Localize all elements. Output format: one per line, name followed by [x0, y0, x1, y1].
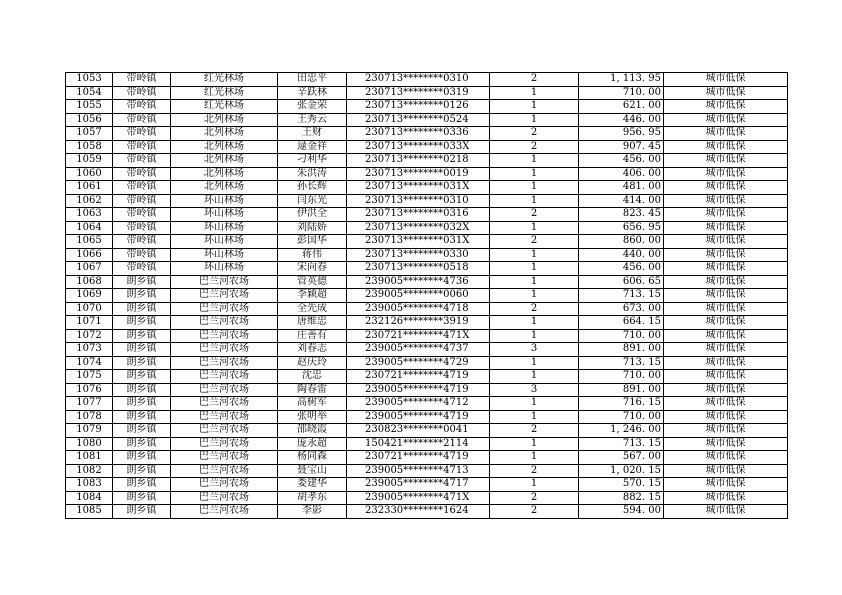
unit-cell: 环山林场 — [171, 262, 278, 276]
row-number-cell: 1081 — [66, 451, 113, 465]
name-cell: 娄建华 — [278, 478, 347, 492]
row-number-cell: 1078 — [66, 410, 113, 424]
table-row — [66, 181, 788, 195]
amount-cell: 673. 00 — [579, 302, 664, 316]
table-row — [66, 424, 788, 438]
town-cell: 朗乡镇 — [113, 437, 171, 451]
aid-type-cell: 城市低保 — [664, 410, 788, 424]
row-number-cell: 1077 — [66, 397, 113, 411]
unit-cell: 北列林场 — [171, 113, 278, 127]
town-cell: 带岭镇 — [113, 140, 171, 154]
household-count-cell: 1 — [490, 329, 579, 343]
name-cell: 张金荣 — [278, 100, 347, 114]
household-count-cell: 2 — [490, 491, 579, 505]
id-number-cell: 230713********0336 — [347, 127, 490, 141]
id-number-cell: 239005********471X — [347, 491, 490, 505]
unit-cell: 北列林场 — [171, 140, 278, 154]
town-cell: 朗乡镇 — [113, 451, 171, 465]
aid-type-cell: 城市低保 — [664, 208, 788, 222]
row-number-cell: 1075 — [66, 370, 113, 384]
household-count-cell: 1 — [490, 275, 579, 289]
household-count-cell: 1 — [490, 167, 579, 181]
unit-cell: 巴兰河农场 — [171, 437, 278, 451]
aid-type-cell: 城市低保 — [664, 113, 788, 127]
town-cell: 带岭镇 — [113, 208, 171, 222]
name-cell: 庞永超 — [278, 437, 347, 451]
amount-cell: 570. 15 — [579, 478, 664, 492]
row-number-cell: 1065 — [66, 235, 113, 249]
amount-cell: 716. 15 — [579, 397, 664, 411]
name-cell: 李影 — [278, 505, 347, 519]
name-cell: 庄善有 — [278, 329, 347, 343]
amount-cell: 860. 00 — [579, 235, 664, 249]
amount-cell: 907. 45 — [579, 140, 664, 154]
town-cell: 朗乡镇 — [113, 275, 171, 289]
id-number-cell: 232126********3919 — [347, 316, 490, 330]
aid-type-cell: 城市低保 — [664, 181, 788, 195]
household-count-cell: 1 — [490, 289, 579, 303]
name-cell: 李颖超 — [278, 289, 347, 303]
row-number-cell: 1054 — [66, 86, 113, 100]
amount-cell: 710. 00 — [579, 86, 664, 100]
aid-type-cell: 城市低保 — [664, 289, 788, 303]
amount-cell: 406. 00 — [579, 167, 664, 181]
town-cell: 朗乡镇 — [113, 491, 171, 505]
town-cell: 朗乡镇 — [113, 424, 171, 438]
table-row — [66, 343, 788, 357]
row-number-cell: 1061 — [66, 181, 113, 195]
household-count-cell: 2 — [490, 302, 579, 316]
table-row — [66, 505, 788, 519]
name-cell: 全先成 — [278, 302, 347, 316]
id-number-cell: 230713********0330 — [347, 248, 490, 262]
table-row — [66, 316, 788, 330]
row-number-cell: 1073 — [66, 343, 113, 357]
aid-type-cell: 城市低保 — [664, 424, 788, 438]
row-number-cell: 1069 — [66, 289, 113, 303]
row-number-cell: 1085 — [66, 505, 113, 519]
table-row — [66, 437, 788, 451]
town-cell: 朗乡镇 — [113, 505, 171, 519]
unit-cell: 巴兰河农场 — [171, 356, 278, 370]
id-number-cell: 230823********0041 — [347, 424, 490, 438]
name-cell: 蒋伟 — [278, 248, 347, 262]
amount-cell: 567. 00 — [579, 451, 664, 465]
aid-type-cell: 城市低保 — [664, 221, 788, 235]
unit-cell: 环山林场 — [171, 235, 278, 249]
amount-cell: 710. 00 — [579, 329, 664, 343]
amount-cell: 956. 95 — [579, 127, 664, 141]
unit-cell: 巴兰河农场 — [171, 302, 278, 316]
id-number-cell: 230713********031X — [347, 181, 490, 195]
unit-cell: 巴兰河农场 — [171, 397, 278, 411]
unit-cell: 环山林场 — [171, 208, 278, 222]
name-cell: 陶春雷 — [278, 383, 347, 397]
household-count-cell: 1 — [490, 100, 579, 114]
household-count-cell: 1 — [490, 478, 579, 492]
row-number-cell: 1083 — [66, 478, 113, 492]
id-number-cell: 230713********0310 — [347, 194, 490, 208]
name-cell: 田忠平 — [278, 73, 347, 87]
aid-type-cell: 城市低保 — [664, 235, 788, 249]
id-number-cell: 230713********0319 — [347, 86, 490, 100]
town-cell: 带岭镇 — [113, 113, 171, 127]
household-count-cell: 1 — [490, 113, 579, 127]
row-number-cell: 1056 — [66, 113, 113, 127]
household-count-cell: 2 — [490, 424, 579, 438]
name-cell: 王秀云 — [278, 113, 347, 127]
amount-cell: 891. 00 — [579, 383, 664, 397]
table-row — [66, 73, 788, 87]
table-row — [66, 302, 788, 316]
unit-cell: 巴兰河农场 — [171, 370, 278, 384]
town-cell: 朗乡镇 — [113, 410, 171, 424]
table-body — [66, 73, 788, 519]
amount-cell: 710. 00 — [579, 370, 664, 384]
table-row — [66, 451, 788, 465]
name-cell: 宋向春 — [278, 262, 347, 276]
id-number-cell: 239005********4717 — [347, 478, 490, 492]
aid-type-cell: 城市低保 — [664, 275, 788, 289]
aid-type-cell: 城市低保 — [664, 397, 788, 411]
household-count-cell: 2 — [490, 505, 579, 519]
unit-cell: 巴兰河农场 — [171, 464, 278, 478]
town-cell: 带岭镇 — [113, 221, 171, 235]
table-row — [66, 113, 788, 127]
id-number-cell: 230713********033X — [347, 140, 490, 154]
name-cell: 管英德 — [278, 275, 347, 289]
row-number-cell: 1079 — [66, 424, 113, 438]
unit-cell: 巴兰河农场 — [171, 505, 278, 519]
name-cell: 孙长辉 — [278, 181, 347, 195]
town-cell: 带岭镇 — [113, 154, 171, 168]
id-number-cell: 239005********4719 — [347, 410, 490, 424]
town-cell: 带岭镇 — [113, 86, 171, 100]
town-cell: 带岭镇 — [113, 127, 171, 141]
table-row — [66, 356, 788, 370]
table-row — [66, 289, 788, 303]
aid-type-cell: 城市低保 — [664, 248, 788, 262]
aid-type-cell: 城市低保 — [664, 437, 788, 451]
household-count-cell: 1 — [490, 356, 579, 370]
household-count-cell: 3 — [490, 343, 579, 357]
unit-cell: 巴兰河农场 — [171, 329, 278, 343]
household-count-cell: 1 — [490, 397, 579, 411]
town-cell: 朗乡镇 — [113, 343, 171, 357]
aid-type-cell: 城市低保 — [664, 478, 788, 492]
table-row — [66, 370, 788, 384]
town-cell: 带岭镇 — [113, 248, 171, 262]
row-number-cell: 1055 — [66, 100, 113, 114]
unit-cell: 巴兰河农场 — [171, 289, 278, 303]
household-count-cell: 1 — [490, 154, 579, 168]
id-number-cell: 230721********4719 — [347, 370, 490, 384]
unit-cell: 巴兰河农场 — [171, 316, 278, 330]
town-cell: 朗乡镇 — [113, 289, 171, 303]
amount-cell: 606. 65 — [579, 275, 664, 289]
row-number-cell: 1062 — [66, 194, 113, 208]
household-count-cell: 2 — [490, 235, 579, 249]
aid-type-cell: 城市低保 — [664, 356, 788, 370]
aid-type-cell: 城市低保 — [664, 73, 788, 87]
table-row — [66, 100, 788, 114]
row-number-cell: 1084 — [66, 491, 113, 505]
id-number-cell: 230713********0218 — [347, 154, 490, 168]
amount-cell: 414. 00 — [579, 194, 664, 208]
amount-cell: 594. 00 — [579, 505, 664, 519]
table-row — [66, 397, 788, 411]
row-number-cell: 1064 — [66, 221, 113, 235]
aid-type-cell: 城市低保 — [664, 464, 788, 478]
household-count-cell: 2 — [490, 127, 579, 141]
row-number-cell: 1067 — [66, 262, 113, 276]
name-cell: 辛跃林 — [278, 86, 347, 100]
name-cell: 闫东光 — [278, 194, 347, 208]
amount-cell: 481. 00 — [579, 181, 664, 195]
row-number-cell: 1071 — [66, 316, 113, 330]
row-number-cell: 1074 — [66, 356, 113, 370]
aid-type-cell: 城市低保 — [664, 451, 788, 465]
amount-cell: 621. 00 — [579, 100, 664, 114]
amount-cell: 1, 020. 15 — [579, 464, 664, 478]
unit-cell: 环山林场 — [171, 221, 278, 235]
table-row — [66, 464, 788, 478]
table-row — [66, 410, 788, 424]
row-number-cell: 1058 — [66, 140, 113, 154]
row-number-cell: 1059 — [66, 154, 113, 168]
town-cell: 带岭镇 — [113, 181, 171, 195]
household-count-cell: 1 — [490, 86, 579, 100]
table-row — [66, 194, 788, 208]
table-row — [66, 140, 788, 154]
town-cell: 朗乡镇 — [113, 383, 171, 397]
name-cell: 胡孝东 — [278, 491, 347, 505]
name-cell: 高树军 — [278, 397, 347, 411]
town-cell: 带岭镇 — [113, 167, 171, 181]
table-row — [66, 208, 788, 222]
id-number-cell: 230713********031X — [347, 235, 490, 249]
id-number-cell: 230713********0310 — [347, 73, 490, 87]
town-cell: 带岭镇 — [113, 73, 171, 87]
household-count-cell: 1 — [490, 194, 579, 208]
household-count-cell: 1 — [490, 221, 579, 235]
household-count-cell: 2 — [490, 208, 579, 222]
table-row — [66, 275, 788, 289]
table-row — [66, 478, 788, 492]
household-count-cell: 1 — [490, 248, 579, 262]
name-cell: 杨同森 — [278, 451, 347, 465]
unit-cell: 环山林场 — [171, 248, 278, 262]
amount-cell: 713. 15 — [579, 289, 664, 303]
row-number-cell: 1057 — [66, 127, 113, 141]
id-number-cell: 239005********4719 — [347, 383, 490, 397]
amount-cell: 713. 15 — [579, 437, 664, 451]
household-count-cell: 1 — [490, 181, 579, 195]
name-cell: 逯金祥 — [278, 140, 347, 154]
name-cell: 聂宝山 — [278, 464, 347, 478]
id-number-cell: 230713********0518 — [347, 262, 490, 276]
name-cell: 王财 — [278, 127, 347, 141]
unit-cell: 环山林场 — [171, 194, 278, 208]
aid-type-cell: 城市低保 — [664, 100, 788, 114]
unit-cell: 北列林场 — [171, 167, 278, 181]
id-number-cell: 239005********0060 — [347, 289, 490, 303]
row-number-cell: 1070 — [66, 302, 113, 316]
id-number-cell: 230721********4719 — [347, 451, 490, 465]
id-number-cell: 232330********1624 — [347, 505, 490, 519]
unit-cell: 巴兰河农场 — [171, 478, 278, 492]
row-number-cell: 1053 — [66, 73, 113, 87]
town-cell: 带岭镇 — [113, 194, 171, 208]
row-number-cell: 1068 — [66, 275, 113, 289]
table-row — [66, 167, 788, 181]
table-row — [66, 235, 788, 249]
id-number-cell: 230713********0126 — [347, 100, 490, 114]
table-row — [66, 491, 788, 505]
household-count-cell: 3 — [490, 383, 579, 397]
name-cell: 沈忠 — [278, 370, 347, 384]
amount-cell: 713. 15 — [579, 356, 664, 370]
row-number-cell: 1080 — [66, 437, 113, 451]
id-number-cell: 239005********4713 — [347, 464, 490, 478]
name-cell: 刘春志 — [278, 343, 347, 357]
household-count-cell: 1 — [490, 262, 579, 276]
household-count-cell: 1 — [490, 437, 579, 451]
id-number-cell: 239005********4736 — [347, 275, 490, 289]
unit-cell: 北列林场 — [171, 154, 278, 168]
row-number-cell: 1063 — [66, 208, 113, 222]
amount-cell: 456. 00 — [579, 154, 664, 168]
aid-type-cell: 城市低保 — [664, 491, 788, 505]
amount-cell: 440. 00 — [579, 248, 664, 262]
household-count-cell: 1 — [490, 410, 579, 424]
amount-cell: 656. 95 — [579, 221, 664, 235]
amount-cell: 1, 246. 00 — [579, 424, 664, 438]
unit-cell: 巴兰河农场 — [171, 424, 278, 438]
town-cell: 朗乡镇 — [113, 329, 171, 343]
town-cell: 朗乡镇 — [113, 316, 171, 330]
id-number-cell: 239005********4718 — [347, 302, 490, 316]
town-cell: 朗乡镇 — [113, 302, 171, 316]
row-number-cell: 1082 — [66, 464, 113, 478]
aid-type-cell: 城市低保 — [664, 343, 788, 357]
amount-cell: 882. 15 — [579, 491, 664, 505]
town-cell: 带岭镇 — [113, 262, 171, 276]
aid-type-cell: 城市低保 — [664, 154, 788, 168]
row-number-cell: 1060 — [66, 167, 113, 181]
table-row — [66, 329, 788, 343]
amount-cell: 823. 45 — [579, 208, 664, 222]
name-cell: 唐维忠 — [278, 316, 347, 330]
unit-cell: 巴兰河农场 — [171, 343, 278, 357]
name-cell: 刁利华 — [278, 154, 347, 168]
town-cell: 带岭镇 — [113, 100, 171, 114]
table-row — [66, 262, 788, 276]
unit-cell: 红光林场 — [171, 73, 278, 87]
household-count-cell: 1 — [490, 370, 579, 384]
aid-type-cell: 城市低保 — [664, 329, 788, 343]
benefits-table — [65, 72, 788, 519]
name-cell: 张明举 — [278, 410, 347, 424]
amount-cell: 446. 00 — [579, 113, 664, 127]
name-cell: 朱洪涛 — [278, 167, 347, 181]
table-row — [66, 221, 788, 235]
name-cell: 彭国华 — [278, 235, 347, 249]
aid-type-cell: 城市低保 — [664, 316, 788, 330]
row-number-cell: 1066 — [66, 248, 113, 262]
unit-cell: 红光林场 — [171, 100, 278, 114]
id-number-cell: 230713********0524 — [347, 113, 490, 127]
id-number-cell: 230721********471X — [347, 329, 490, 343]
unit-cell: 巴兰河农场 — [171, 383, 278, 397]
household-count-cell: 2 — [490, 464, 579, 478]
id-number-cell: 150421********2114 — [347, 437, 490, 451]
table-row — [66, 86, 788, 100]
unit-cell: 北列林场 — [171, 127, 278, 141]
name-cell: 邵晓霞 — [278, 424, 347, 438]
amount-cell: 456. 00 — [579, 262, 664, 276]
row-number-cell: 1072 — [66, 329, 113, 343]
id-number-cell: 230713********0019 — [347, 167, 490, 181]
aid-type-cell: 城市低保 — [664, 167, 788, 181]
name-cell: 刘陆娇 — [278, 221, 347, 235]
name-cell: 赵庆玲 — [278, 356, 347, 370]
household-count-cell: 1 — [490, 316, 579, 330]
amount-cell: 1, 113. 95 — [579, 73, 664, 87]
table-row — [66, 383, 788, 397]
aid-type-cell: 城市低保 — [664, 127, 788, 141]
aid-type-cell: 城市低保 — [664, 86, 788, 100]
aid-type-cell: 城市低保 — [664, 302, 788, 316]
id-number-cell: 239005********4737 — [347, 343, 490, 357]
id-number-cell: 239005********4729 — [347, 356, 490, 370]
table-row — [66, 248, 788, 262]
unit-cell: 巴兰河农场 — [171, 275, 278, 289]
id-number-cell: 230713********0316 — [347, 208, 490, 222]
aid-type-cell: 城市低保 — [664, 505, 788, 519]
aid-type-cell: 城市低保 — [664, 262, 788, 276]
unit-cell: 北列林场 — [171, 181, 278, 195]
id-number-cell: 239005********4712 — [347, 397, 490, 411]
row-number-cell: 1076 — [66, 383, 113, 397]
unit-cell: 巴兰河农场 — [171, 491, 278, 505]
table-row — [66, 154, 788, 168]
amount-cell: 664. 15 — [579, 316, 664, 330]
household-count-cell: 2 — [490, 140, 579, 154]
unit-cell: 巴兰河农场 — [171, 451, 278, 465]
town-cell: 朗乡镇 — [113, 478, 171, 492]
unit-cell: 红光林场 — [171, 86, 278, 100]
name-cell: 伊洪全 — [278, 208, 347, 222]
id-number-cell: 230713********032X — [347, 221, 490, 235]
town-cell: 朗乡镇 — [113, 370, 171, 384]
town-cell: 朗乡镇 — [113, 464, 171, 478]
household-count-cell: 2 — [490, 73, 579, 87]
amount-cell: 710. 00 — [579, 410, 664, 424]
town-cell: 带岭镇 — [113, 235, 171, 249]
amount-cell: 891. 00 — [579, 343, 664, 357]
table-row — [66, 127, 788, 141]
town-cell: 朗乡镇 — [113, 397, 171, 411]
household-count-cell: 1 — [490, 451, 579, 465]
town-cell: 朗乡镇 — [113, 356, 171, 370]
aid-type-cell: 城市低保 — [664, 370, 788, 384]
unit-cell: 巴兰河农场 — [171, 410, 278, 424]
aid-type-cell: 城市低保 — [664, 383, 788, 397]
aid-type-cell: 城市低保 — [664, 140, 788, 154]
aid-type-cell: 城市低保 — [664, 194, 788, 208]
